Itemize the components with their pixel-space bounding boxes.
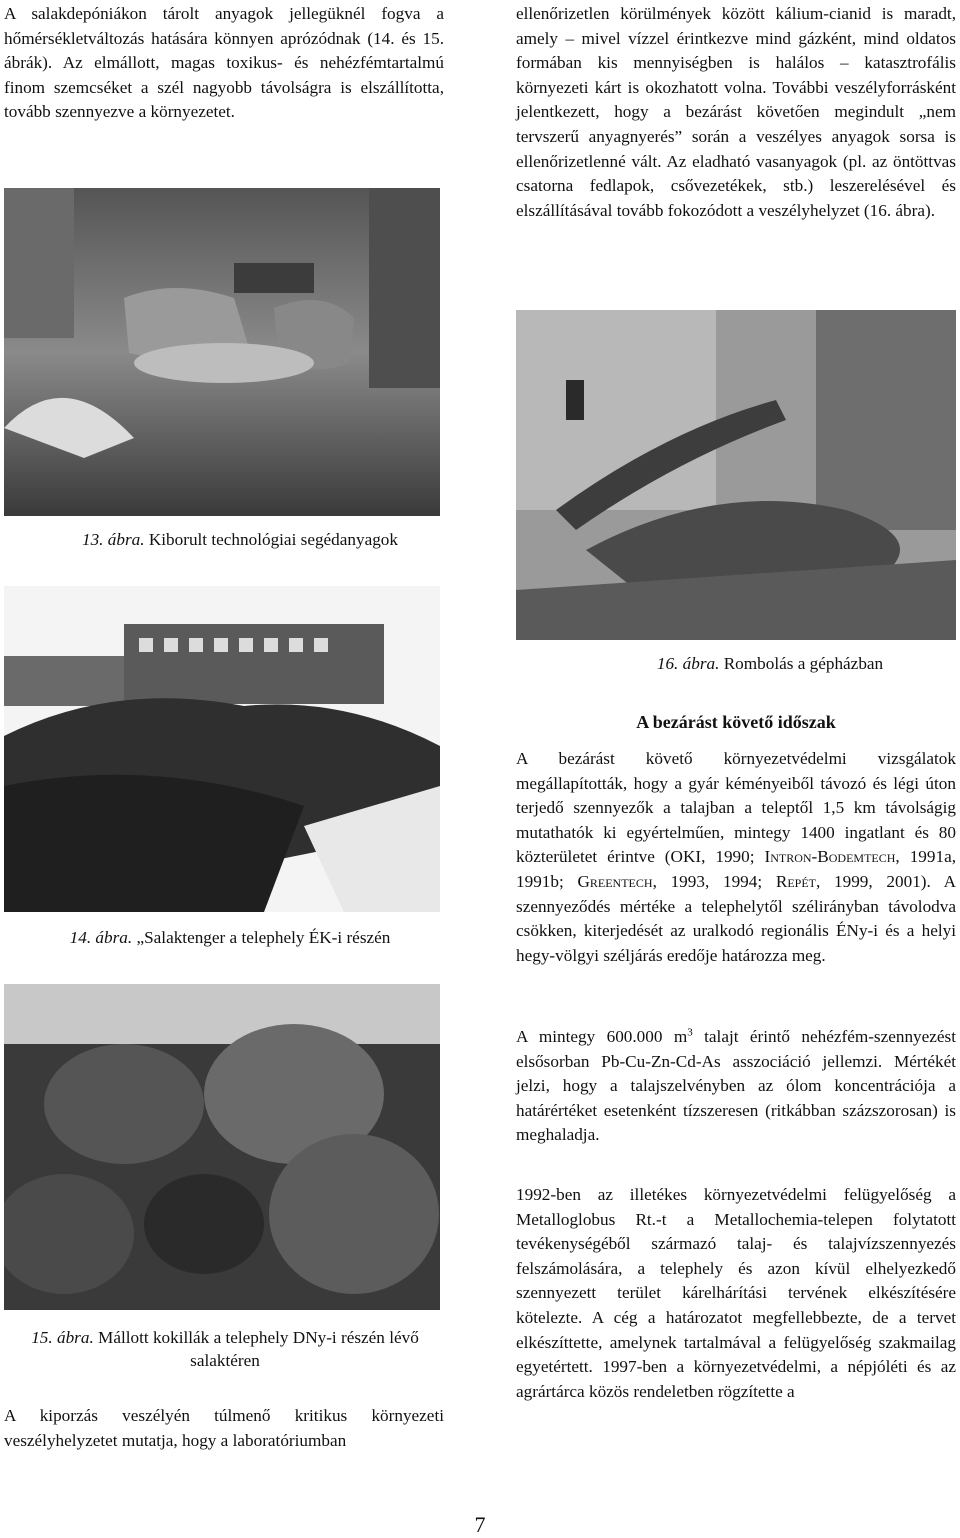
right-paragraph-3: 1992-ben az illetékes környezetvédelmi felügyelőség a Metalloglobus Rt.-t a Metallochemia-telepen folytatott tevékenységéből származó talaj- és talajvízszennyezés felszámolására, a telephely és azon kívül elhelyezkedő szennyezett terület kárelhárítási tervének elkészítésére kötelezte. A cég a határozatot megfellebbezte, de a tervet elkészíttette, amelynek tartalmával a felügyelőség szakmailag egyetértett. 1997-ben a környezetvédelmi, a népjóléti és az agrártárca közös rendeletben rögzítette a <box>516 1185 956 1401</box>
para1-part-d: , 1999, 2001). A szennyeződés mértéke a telephelytől szélirányban távolodva csökken, kiterjedését az uralkodó regionális ÉNy-i és a helyi hegy-völgyi széljárás eredője határozza meg. <box>516 871 957 965</box>
left-intro-paragraph: A salakdepóniákon tárolt anyagok jellegüknél fogva a hőmérsékletváltozás hatására könnyen aprózódnak (14. és 15. ábrák). Az elmállott, magas toxikus- és nehézfémtartalmú finom szemcséket a szél nagyobb távolságra is elszállította, tovább szennyezve a környezetet. <box>4 4 444 122</box>
figure-15-number: 15. ábra. <box>31 1328 94 1347</box>
para1-part-c: , 1993, 1994; <box>652 871 776 891</box>
figure-16-number: 16. ábra. <box>656 654 720 673</box>
figure-16-caption <box>600 652 940 675</box>
figure-13-text: Kiborult technológiai segédanyagok <box>148 530 398 549</box>
figure-15-photo <box>4 984 440 1310</box>
right-paragraph-2 <box>516 1025 956 1148</box>
left-closing-paragraph: A kiporzás veszélyén túlmenő kritikus környezeti veszélyhelyzetet mutatja, hogy a laboratóriumban <box>4 1406 444 1450</box>
page-number: 7 <box>474 1512 486 1537</box>
section-heading: A bezárást követő időszak <box>636 712 836 732</box>
figure-15-text: Mállott kokillák a telephely DNy-i részén lévő salaktéren <box>98 1328 419 1370</box>
para1-part-b: , 1991a, 1991b; <box>516 847 956 891</box>
citation-greentech: Greentech <box>577 871 653 891</box>
figure-13-photo <box>4 188 440 516</box>
figure-13-number: 13. ábra. <box>81 530 145 549</box>
para1-part-a: A bezárást követő környezetvédelmi vizsgálatok megállapították, hogy a gyár kéményeiből távozó és légi úton terjedő szennyezők a talajban a teleptől 1,5 km távolságig mutathatók ki egyértelműen, mintegy 1400 ingatlant és 80 közterületet érintve (OKI, 1990; <box>516 749 956 867</box>
figure-16-photo <box>516 310 956 640</box>
figure-14-caption <box>20 926 440 949</box>
para2-part-b: talajt érintő nehézfém-szennyezést elsősorban Pb-Cu-Zn-Cd-As asszociáció jellemzi. Mértékét jelzi, hogy a talajszelvényben az ólom koncentrációja a határértéket esetenként tízszeresen (ritkábban százszorosan) is meghaladja. <box>516 1027 956 1145</box>
figure-14-photo <box>4 586 440 912</box>
figure-13-caption <box>40 528 440 551</box>
right-paragraph-1 <box>516 747 956 968</box>
figure-14-text: „Salaktenger a telephely ÉK-i részén <box>136 928 391 947</box>
citation-intron: Intron-Bodemtech <box>764 847 896 867</box>
right-intro-paragraph: ellenőrizetlen körülmények között kálium-cianid is maradt, amely – mivel vízzel érintkezve mind gázként, mind oldatos formában kis mennyiségben is halálos – katasztrofális környezeti kárt is okozhatott volna. További veszélyforrásként jelentkezett, hogy a bezárást követően megindult „nem tervszerű anyagnyerés” során a veszélyes anyagok sorsa is ellenőrizetlenné vált. Az eladható vasanyagok (pl. az öntöttvas csatorna fedlapok, csővezetékek, stb.) leszerelésével és elszállításával tovább fokozódott a veszélyhelyzet (16. ábra). <box>516 4 956 220</box>
para2-part-a: A mintegy 600.000 m <box>516 1027 688 1046</box>
citation-repet: Repét <box>775 871 816 891</box>
figure-15-caption <box>10 1326 440 1372</box>
figure-14-number: 14. ábra. <box>69 928 133 947</box>
figure-16-text: Rombolás a gépházban <box>723 654 884 673</box>
cubic-superscript: 3 <box>687 1026 693 1039</box>
